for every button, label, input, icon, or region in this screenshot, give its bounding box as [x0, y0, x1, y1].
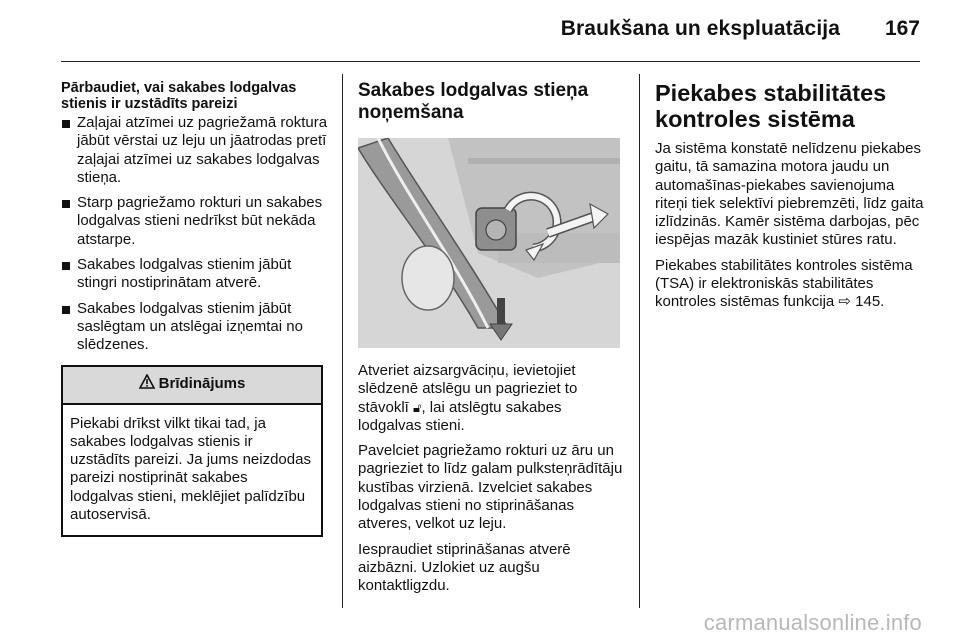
page-ref-arrow-icon: ⇨: [838, 293, 851, 311]
column-divider-left: [342, 74, 343, 608]
list-item: Sakabes lodgalvas stienim jābūt stingri nostiprinātam atverē.: [61, 256, 329, 293]
header-title: Braukšana un ekspluatācija: [560, 17, 840, 40]
column-right: [655, 80, 925, 319]
page-reference-link[interactable]: 145.: [855, 293, 885, 311]
removal-heading: Sakabes lodgalvas stieņa noņemšana: [358, 80, 589, 123]
unlock-position-icon: 🔓︎: [413, 399, 422, 415]
page-number: 167: [884, 17, 920, 40]
tsa-paragraph-2-text: Piekabes stabilitātes kontroles sistēma (TSA) ir elektroniskās stabilitātes kontroles sistēmas funkcija: [655, 256, 913, 311]
tsa-paragraph-2: [655, 257, 925, 312]
step-1-text-b: , lai atslēgtu sakabes lodgalvas stieni.: [358, 398, 562, 434]
watermark: carmanualsonline.info: [703, 610, 922, 635]
warning-header: [63, 367, 321, 405]
warning-title: Brīdinājums: [158, 375, 246, 393]
removal-step-3: Iespraudiet stiprināšanas atverē aizbāzni. Uzlokiet uz augšu kontaktligzdu.: [358, 540, 571, 595]
page-header: [0, 0, 960, 62]
tsa-heading: Piekabes stabilitātes kontroles sistēma: [655, 80, 887, 132]
list-item: Starp pagriežamo rokturi un sakabes lodgalvas stieni nedrīkst būt nekāda atstarpe.: [61, 194, 329, 249]
tsa-paragraph-1: Ja sistēma konstatē nelīdzenu piekabes gaitu, tā samazina motora jaudu un automašīnas-piekabes savienojuma riteņi tiek selektīvi piebremzēti, līdz gaita izlīdzinās. Kamēr sistēma darbojas, pēc iespējas mazāk kustiniet stūres ratu.: [655, 140, 924, 249]
list-item: Sakabes lodgalvas stienim jābūt saslēgtam un atslēgai izņemtai no slēdzenes.: [61, 300, 329, 355]
step-1-text-a: Atveriet aizsargvāciņu, ievietojiet slēdzenē atslēgu un pagrieziet to stāvoklī: [358, 362, 578, 416]
check-subheading: Pārbaudiet, vai sakabes lodgalvas stienis ir uzstādīts pareizi: [61, 80, 297, 112]
column-divider-right: [639, 74, 640, 608]
column-middle: [358, 80, 628, 603]
towbar-illustration: [358, 138, 620, 348]
header-rule: [61, 61, 920, 62]
warning-box: [61, 365, 323, 538]
list-item: Zaļajai atzīmei uz pagriežamā roktura jābūt vērstai uz leju un jāatrodas pretī zaļajai atzīmei uz sakabes lodgalvas stieņa.: [61, 114, 329, 187]
warning-text: Piekabi drīkst vilkt tikai tad, ja sakabes lodgalvas stienis ir uzstādīts pareizi. Ja jums neizdodas pareizi nostiprināt sakabes lodgalvas stieni, meklējiet palīdzību autoservisā.: [70, 414, 311, 524]
warning-icon: [139, 374, 155, 394]
column-left: [61, 80, 329, 537]
check-list: [61, 114, 329, 355]
removal-step-1: [358, 362, 628, 435]
removal-step-2: Pavelciet pagriežamo rokturi uz āru un pagrieziet to līdz galam pulksteņrādītāju kustības virzienā. Izvelciet sakabes lodgalvas stieni no stiprināšanas atveres, velkot uz leju.: [358, 442, 623, 533]
